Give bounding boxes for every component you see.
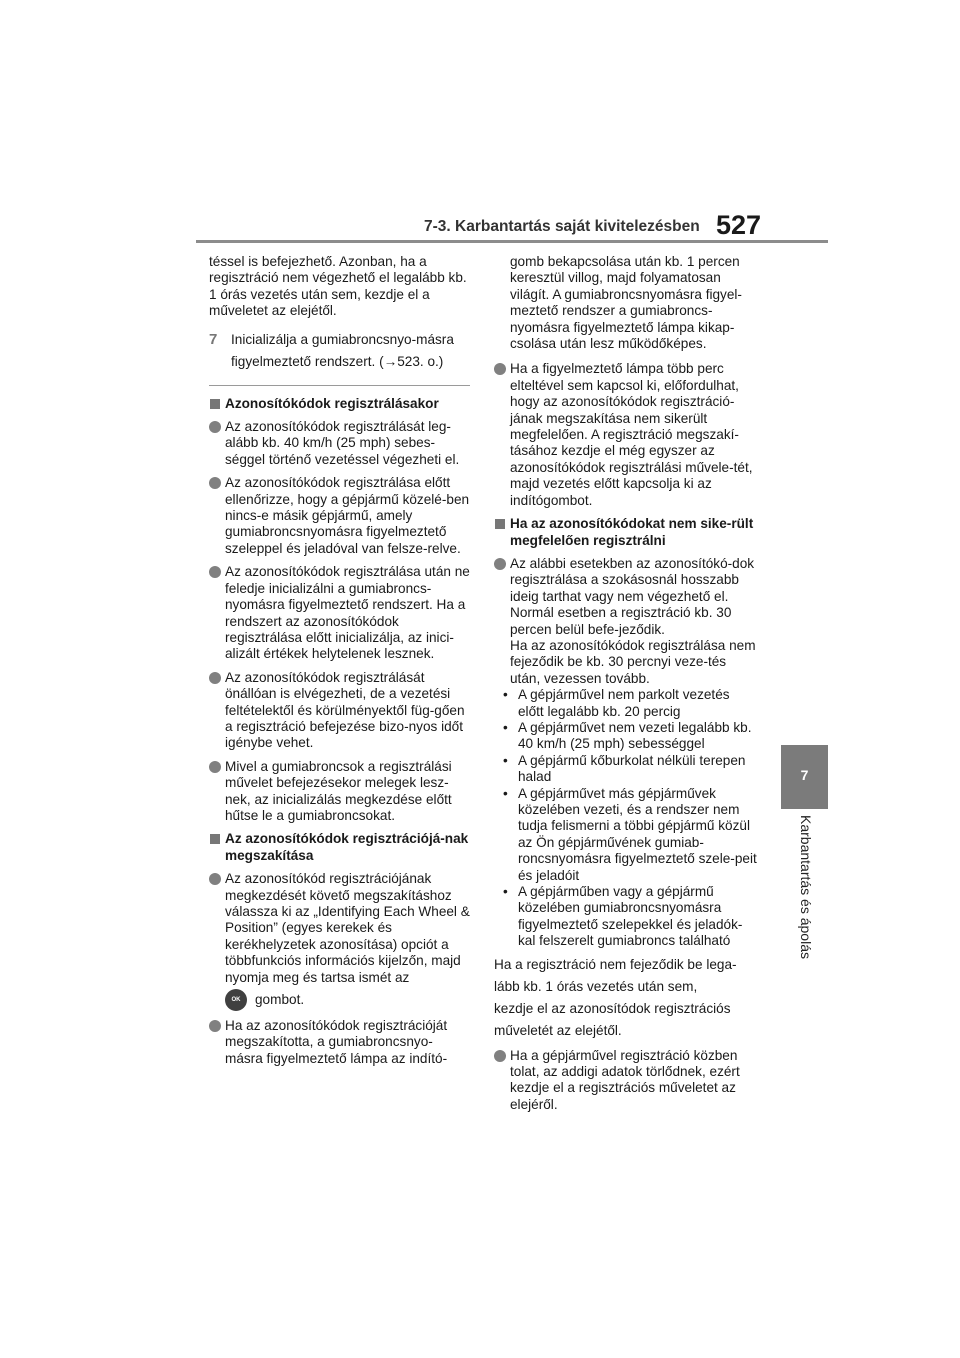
dash-bullet: •: [503, 884, 508, 900]
section-divider: [209, 385, 470, 386]
list-item: [209, 1018, 470, 1067]
bullet-text: Az azonosítókódok regisztrálását önállóan is elvégezheti, de a vezetési feltételektől és körülményektől füg-gően a regisztráció befejezése bizo-nyos időt igénybe vehet.: [225, 669, 465, 751]
circle-bullet-icon: [209, 566, 221, 578]
chapter-name: Karbantartás és ápolás: [798, 815, 814, 959]
step-7: [209, 329, 470, 373]
circle-bullet-icon: [494, 363, 506, 375]
step-number: 7: [209, 330, 218, 348]
dash-bullet: •: [503, 719, 508, 735]
plain-paragraph: [494, 954, 759, 1042]
circle-bullet-icon: [494, 1050, 506, 1062]
ok-suffix: gombot.: [255, 991, 305, 1007]
list-item: [209, 759, 470, 825]
list-item: [209, 419, 470, 468]
section-title: 7-3. Karbantartás saját kivitelezésben: [424, 218, 700, 235]
dash-text: A gépjárművel nem parkolt vezetés előtt legalább kb. 20 percig: [518, 687, 730, 719]
ok-line: [225, 989, 470, 1011]
bullet-text: Az azonosítókódok regisztrálását leg-alább kb. 40 km/h (25 mph) sebes-séggel történő vezetéssel végezheti el.: [225, 419, 460, 467]
dash-text: A gépjárművet más gépjárművek közelében vezeti, és a rendszer nem tudja felismerni a többi gépjármű közül az Ön gépjárművének gumiab-roncsnyomásra figyelmeztető szele-peit és jeladóit: [518, 785, 757, 883]
plain-line: kezdje el az azonosítódok regisztrációs: [494, 1000, 731, 1016]
square-bullet-icon: [210, 834, 220, 844]
page-number: 527: [716, 210, 762, 240]
circle-bullet-icon: [209, 1020, 221, 1032]
circle-bullet-icon: [209, 421, 221, 433]
chapter-tab: [781, 745, 828, 809]
heading-text: Ha az azonosítókódokat nem sike-rült megfelelően regisztrálni: [510, 516, 754, 548]
dash-text: A gépjármű kőburkolat nélküli terepen halad: [518, 752, 746, 785]
square-bullet-icon: [495, 519, 505, 529]
bullet-text: Ha az azonosítókódok regisztrációját megszakította, a gumiabroncsnyo-másra figyelmeztető lámpa az indító-: [225, 1018, 448, 1066]
list-item: [209, 871, 470, 1011]
bullet-text: Ha a gépjárművel regisztráció közben tolat, az addigi adatok törlődnek, ezért kezdje el a regisztrációs műveletet az elejéről.: [510, 1047, 740, 1112]
circle-bullet-icon: [494, 558, 506, 570]
plain-line: lább kb. 1 órás vezetés után sem,: [494, 978, 698, 994]
left-column: [209, 254, 470, 1074]
dash-bullet: •: [503, 752, 508, 768]
list-item: [209, 564, 470, 662]
header-rule: [196, 240, 828, 243]
dash-list-item: [494, 884, 759, 950]
square-bullet-icon: [210, 399, 220, 409]
dash-list-item: [494, 786, 759, 884]
bullet-text: Ha a figyelmeztető lámpa több perc elteltével sem kapcsol ki, előfordulhat, hogy az azonosítókódok regisztráció-jának megszakítása nem sikerült megfelelően. A regisztráció megszakí-tásához kezdje el még egyszer az azonosítókódok regisztrálási művele-tét, majd vezetés előtt kapcsolja ki az indítógombot.: [510, 361, 753, 508]
dash-list-item: [494, 720, 759, 753]
intro-paragraph: téssel is befejezhető. Azonban, ha a regisztráció nem végezhető el legalább kb. 1 órás vezetés után sem, kezdje el a műveletet az elejétől.: [209, 254, 467, 319]
dash-list-item: [494, 753, 759, 786]
list-item: [209, 670, 470, 752]
heading-text: Azonosítókódok regisztrálásakor: [225, 395, 439, 411]
ok-button-icon: OK: [225, 989, 247, 1011]
continuation-paragraph: [494, 254, 759, 352]
bullet-text: Az alábbi esetekben az azonosítókó-dok regisztrálása a szokásosnál hosszabb ideig tarthat vagy nem végezhető el. Normál esetben a regisztráció kb. 30 percen belül befe-jeződik.: [510, 555, 755, 637]
circle-bullet-icon: [209, 477, 221, 489]
dash-text: A gépjárművet nem vezeti legalább kb. 40 km/h (25 mph) sebességgel: [518, 719, 752, 752]
dash-bullet: •: [503, 785, 508, 801]
dash-bullet: •: [503, 687, 508, 703]
bullet-text: Mivel a gumiabroncsok a regisztrálási művelet befejezésekor melegek lesz-nek, az inicializálás megkezdése előtt hűtse le a gumiabroncsokat.: [225, 758, 452, 823]
right-column: [494, 254, 759, 1120]
heading-registration-failed: [494, 516, 759, 549]
heading-registration: [209, 396, 470, 412]
dash-text: A gépjárműben vagy a gépjármű közelében gumiabroncsnyomásra figyelmeztető szelepekkel és jeladók-kal felszerelt gumiabroncs található: [518, 884, 743, 949]
heading-text: Az azonosítókódok regisztrációjá-nak megszakítása: [225, 831, 469, 863]
list-item: [494, 361, 759, 509]
circle-bullet-icon: [209, 873, 221, 885]
list-item: [209, 475, 470, 557]
circle-bullet-icon: [209, 672, 221, 684]
plain-line: Ha a regisztráció nem fejeződik be lega-: [494, 956, 737, 972]
bullet-text-continued: Ha az azonosítókódok regisztrálása nem fejeződik be kb. 30 percnyi veze-tés után, vezessen tovább.: [510, 637, 756, 686]
circle-bullet-icon: [209, 761, 221, 773]
chapter-number: 7: [800, 767, 809, 783]
step-text: Inicializálja a gumiabroncsnyo-másra figyelmeztető rendszert. (→523. o.): [231, 331, 454, 369]
bullet-text: Az azonosítókódok regisztrálása után ne feledje inicializálni a gumiabroncs-nyomásra figyelmeztető rendszert. Ha a rendszert az azonosítókódok regisztrálása előtt inicializálja, az inici-alizált értékek helytelenek lesznek.: [225, 564, 470, 662]
bullet-text: Az azonosítókód regisztrációjának megkezdését követő megszakításhoz válassza ki az „Identifying Each Wheel & Position” (egyes kerekek és kerékhelyzetek azonosítása) opciót a többfunkciós információs kijelzőn, majd nyomja meg és tartsa ismét az: [225, 871, 470, 985]
list-item: [494, 1048, 759, 1114]
bullet-text: Az azonosítókódok regisztrálása előtt ellenőrizze, hogy a gépjármű közelé-ben nincs-e másik gépjármű, amely gumiabroncsnyomásra figyelmeztető szeleppel és jeladóval van felsze-relve.: [225, 475, 470, 556]
continuation-text: gomb bekapcsolása után kb. 1 percen keresztül villog, majd folyamatosan világít. A gumiabroncsnyomásra figyel-meztető rendszer a gumiabroncs-nyomásra figyelmeztető lámpa kikap-csolása után lesz működőképes.: [510, 254, 742, 352]
plain-line: műveletét az elejétől.: [494, 1022, 622, 1038]
list-item: [494, 556, 759, 687]
heading-cancel-registration: [209, 831, 470, 864]
dash-list-item: [494, 687, 759, 720]
